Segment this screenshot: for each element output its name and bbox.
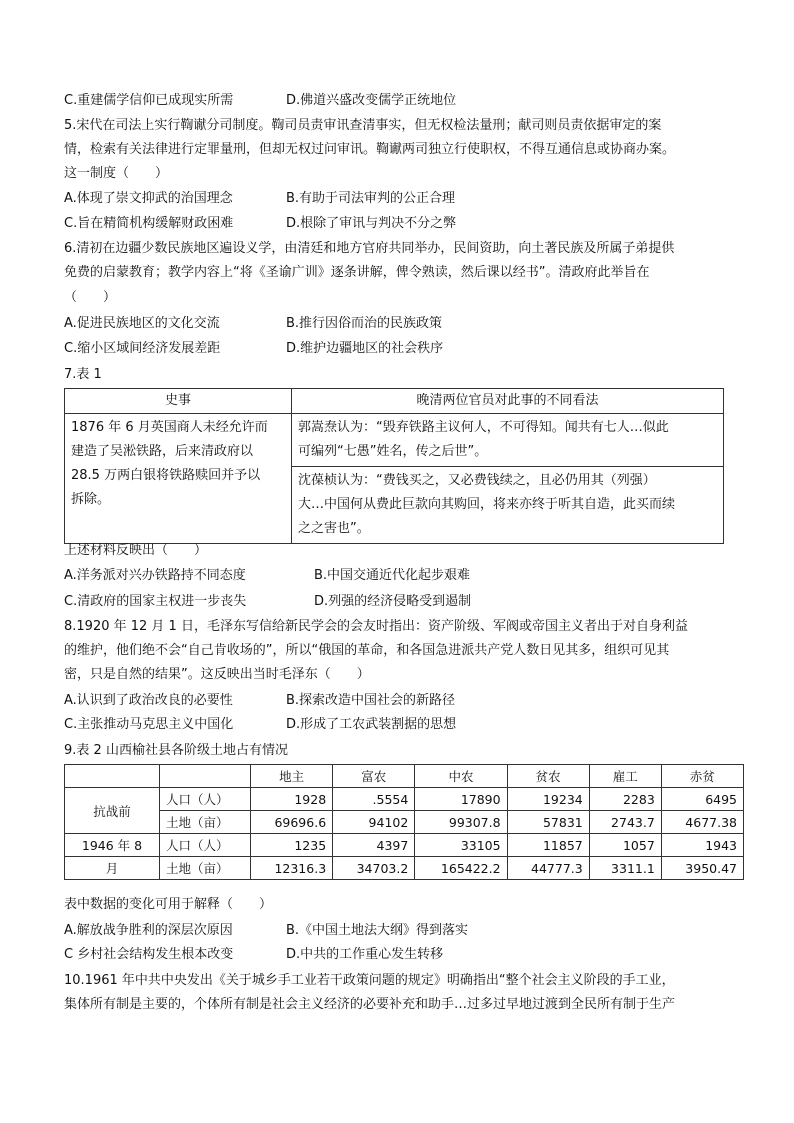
row-label: 土地（亩） bbox=[160, 857, 251, 880]
q4-option-c: C.重建儒学信仰已成现实所需 bbox=[64, 93, 234, 108]
q9-option-c: C 乡村社会结构发生根本改变 bbox=[64, 947, 234, 962]
table-corner bbox=[65, 765, 160, 788]
table-cell: 3950.47 bbox=[661, 857, 743, 880]
table-header: 地主 bbox=[251, 765, 333, 788]
q7-caption: 7.表 1 bbox=[64, 367, 102, 382]
q8-option-d: D.形成了工农武装割据的思想 bbox=[286, 717, 457, 732]
q9-option-a: A.解放战争胜利的深层次原因 bbox=[64, 923, 233, 938]
view-line: 之之害也”。 bbox=[298, 521, 370, 536]
row-label: 土地（亩） bbox=[160, 811, 251, 834]
table-cell: 4397 bbox=[333, 834, 415, 857]
table-cell: 94102 bbox=[333, 811, 415, 834]
table-corner bbox=[160, 765, 251, 788]
q5-stem-line: 情，检索有关法律进行定罪量刑，但却无权过问审讯。鞫谳两司独立行使职权，不得互通信息或协商办案。 bbox=[64, 142, 676, 157]
table-cell: 12316.3 bbox=[251, 857, 333, 880]
table-header: 史事 bbox=[65, 389, 292, 414]
q8-stem-line: 8.1920 年 12 月 1 日，毛泽东写信给新民学会的会友时指出：资产阶级、军阀或帝国主义者出于对自身利益 bbox=[64, 619, 688, 634]
q8-option-c: C.主张推动马克思主义中国化 bbox=[64, 717, 234, 732]
table-cell: 69696.6 bbox=[251, 811, 333, 834]
q6-stem-line: （ ） bbox=[64, 290, 117, 305]
period-cell: 月 bbox=[65, 857, 160, 880]
q10-stem-line: 集体所有制是主要的，个体所有制是社会主义经济的必要补充和助手…过多过早地过渡到全民所有制于生产 bbox=[64, 997, 676, 1012]
q7-option-a: A.洋务派对兴办铁路持不同态度 bbox=[64, 568, 246, 583]
period-cell: 抗战前 bbox=[65, 788, 160, 834]
table-cell: 1928 bbox=[251, 788, 333, 811]
q5-stem-line: 5.宋代在司法上实行鞫谳分司制度。鞫司员责审讯查清事实，但无权检法量刑；献司则员责依据审定的案 bbox=[64, 118, 662, 133]
row-label: 人口（人） bbox=[160, 788, 251, 811]
table-cell: 4677.38 bbox=[661, 811, 743, 834]
table-cell: 99307.8 bbox=[415, 811, 507, 834]
table-cell: 1235 bbox=[251, 834, 333, 857]
table-cell: 57831 bbox=[507, 811, 589, 834]
q6-stem-line: 免费的启蒙教育；教学内容上“将《圣谕广训》逐条讲解，俾令熟读，然后课以经书”。清政府此举旨在 bbox=[64, 265, 650, 280]
q6-option-a: A.促进民族地区的文化交流 bbox=[64, 316, 220, 331]
table-header: 中农 bbox=[415, 765, 507, 788]
q10-stem-line: 10.1961 年中共中央发出《关于城乡手工业若干政策问题的规定》明确指出“整个社会主义阶段的手工业， bbox=[64, 973, 675, 988]
table-header: 贫农 bbox=[507, 765, 589, 788]
q8-stem-line: 密，只是自然的结果”。这反映出当时毛泽东（ ） bbox=[64, 667, 370, 682]
table-cell: 6495 bbox=[661, 788, 743, 811]
table-cell: 165422.2 bbox=[415, 857, 507, 880]
period-cell: 1946 年 8 bbox=[65, 834, 160, 857]
event-line: 建造了吴淞铁路，后来清政府以 bbox=[71, 444, 254, 459]
table-cell: 1943 bbox=[661, 834, 743, 857]
row-label: 人口（人） bbox=[160, 834, 251, 857]
q7-stem: 上述材料反映出（ ） bbox=[64, 543, 208, 558]
q9-option-b: B.《中国土地法大纲》得到落实 bbox=[286, 923, 469, 938]
q6-option-c: C.缩小区域间经济发展差距 bbox=[64, 341, 221, 356]
q7-table bbox=[64, 388, 724, 544]
event-line: 拆除。 bbox=[71, 492, 111, 507]
q7-option-c: C.清政府的国家主权进一步丧失 bbox=[64, 594, 247, 609]
q5-option-c: C.旨在精简机构缓解财政困难 bbox=[64, 216, 234, 231]
q8-stem-line: 的维护，他们绝不会“自己肯收场的”，所以“俄国的革命，和各国急进派共产党人数日见其多，组织可见其 bbox=[64, 643, 670, 658]
event-line: 1876 年 6 月英国商人未经允许而 bbox=[71, 420, 268, 435]
table-cell: 2283 bbox=[589, 788, 661, 811]
q9-option-d: D.中共的工作重心发生转移 bbox=[286, 947, 444, 962]
event-line: 28.5 万两白银将铁路赎回并予以 bbox=[71, 468, 261, 483]
table-header: 雇工 bbox=[589, 765, 661, 788]
table-cell: 3311.1 bbox=[589, 857, 661, 880]
q7-option-d: D.列强的经济侵略受到遏制 bbox=[314, 594, 472, 609]
q5-option-a: A.体现了崇文抑武的治国理念 bbox=[64, 191, 233, 206]
q7-option-b: B.中国交通近代化起步艰难 bbox=[314, 568, 471, 583]
q4-option-d: D.佛道兴盛改变儒学正统地位 bbox=[286, 93, 457, 108]
q5-stem-line: 这一制度（ ） bbox=[64, 166, 169, 181]
table-cell: 44777.3 bbox=[507, 857, 589, 880]
table-cell: 19234 bbox=[507, 788, 589, 811]
table-cell: 33105 bbox=[415, 834, 507, 857]
view-line: 沈葆桢认为：“费钱买之，又必费钱续之，且必仍用其（列强） bbox=[298, 473, 656, 488]
view-shen-cell bbox=[292, 467, 724, 544]
q9-table bbox=[64, 764, 744, 880]
table-cell: 11857 bbox=[507, 834, 589, 857]
event-cell bbox=[65, 414, 292, 544]
q6-stem-line: 6.清初在边疆少数民族地区遍设义学，由清廷和地方官府共同举办，民间资助，向土著民族及所属子弟提供 bbox=[64, 241, 675, 256]
view-line: 大…中国何从费此巨款向其购回，将来亦终于听其自造，此买而续 bbox=[298, 497, 676, 512]
table-header: 赤贫 bbox=[661, 765, 743, 788]
q5-option-d: D.根除了审讯与判决不分之弊 bbox=[286, 216, 457, 231]
view-guo-cell bbox=[292, 414, 724, 467]
view-line: 可编列“七愚”姓名，传之后世”。 bbox=[298, 444, 488, 459]
view-line: 郭嵩焘认为：“毁弃铁路主议何人，不可得知。闻共有七人…似此 bbox=[298, 420, 669, 435]
table-header: 富农 bbox=[333, 765, 415, 788]
q6-option-b: B.推行因俗而治的民族政策 bbox=[286, 316, 443, 331]
table-cell: 2743.7 bbox=[589, 811, 661, 834]
table-cell: .5554 bbox=[333, 788, 415, 811]
q6-option-d: D.维护边疆地区的社会秩序 bbox=[286, 341, 444, 356]
table-cell: 17890 bbox=[415, 788, 507, 811]
q9-caption: 9.表 2 山西榆社县各阶级土地占有情况 bbox=[64, 743, 288, 758]
table-header: 晚清两位官员对此事的不同看法 bbox=[292, 389, 724, 414]
q8-option-b: B.探索改造中国社会的新路径 bbox=[286, 693, 456, 708]
q8-option-a: A.认识到了政治改良的必要性 bbox=[64, 693, 233, 708]
table-cell: 1057 bbox=[589, 834, 661, 857]
table-cell: 34703.2 bbox=[333, 857, 415, 880]
q9-stem: 表中数据的变化可用于解释（ ） bbox=[64, 897, 273, 912]
q5-option-b: B.有助于司法审判的公正合理 bbox=[286, 191, 456, 206]
